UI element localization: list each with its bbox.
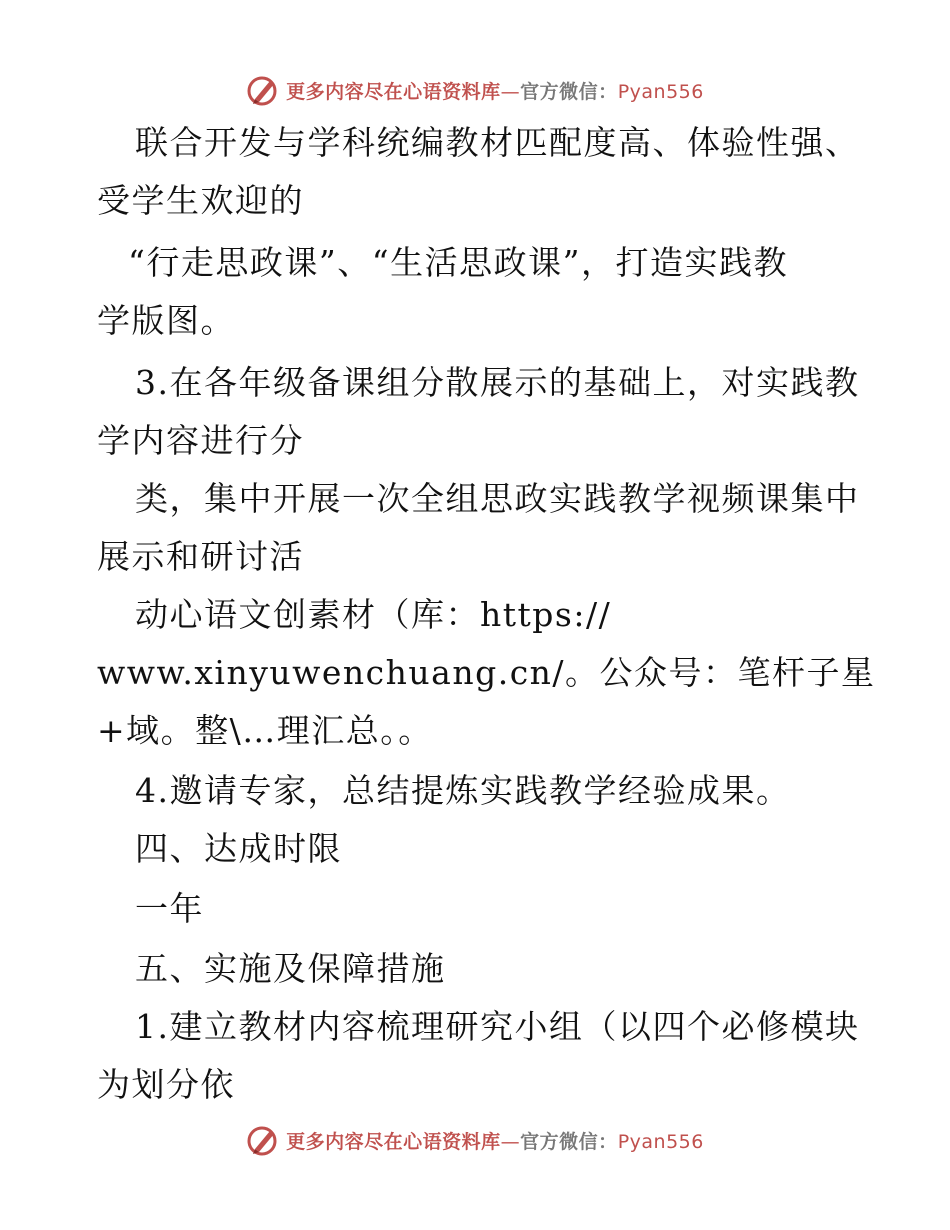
text-line: 四、达成时限 [135, 829, 342, 868]
text-line: 3.在各年级备课组分散展示的基础上，对实践教 [135, 363, 860, 402]
text-line: 一年 [135, 889, 204, 928]
banner-wechat-id: Pyan556 [617, 1130, 704, 1153]
text-line: 展示和研讨活 [97, 537, 304, 576]
banner-text [286, 1127, 704, 1154]
text-line: 类，集中开展一次全组思政实践教学视频课集中 [135, 479, 860, 518]
text-line: 联合开发与学科统编教材匹配度高、体验性强、 [135, 123, 860, 162]
text-line: 学版图。 [97, 301, 235, 340]
text-line: 动心语文创素材（库：https:// [135, 595, 612, 634]
banner-separator: — [500, 1130, 521, 1153]
text-line: 学内容进行分 [97, 421, 304, 460]
header-banner [0, 70, 950, 110]
banner-separator: — [500, 80, 521, 103]
text-line: www.xinyuwenchuang.cn/。公众号：笔杆子星 [97, 653, 876, 692]
banner-main-text: 更多内容尽在心语资料库 [286, 1130, 501, 1153]
banner-main-text: 更多内容尽在心语资料库 [286, 80, 501, 103]
banner-wechat-id: Pyan556 [617, 80, 704, 103]
banner-text [286, 77, 704, 104]
text-line: 为划分依 [97, 1065, 235, 1104]
text-line: +域。整\…理汇总。。 [97, 711, 433, 750]
banner-official-label: 官方微信： [520, 1130, 618, 1153]
text-line: 五、实施及保障措施 [135, 949, 446, 988]
text-line: 受学生欢迎的 [97, 181, 304, 220]
text-line: 1.建立教材内容梳理研究小组（以四个必修模块 [135, 1007, 860, 1046]
banner-official-label: 官方微信： [520, 80, 618, 103]
text-line: “行走思政课”、“生活思政课”，打造实践教 [128, 243, 788, 282]
pen-logo-icon [246, 73, 280, 107]
text-line: 4.邀请专家，总结提炼实践教学经验成果。 [135, 771, 791, 810]
footer-banner [0, 1120, 950, 1160]
pen-logo-icon [246, 1123, 280, 1157]
